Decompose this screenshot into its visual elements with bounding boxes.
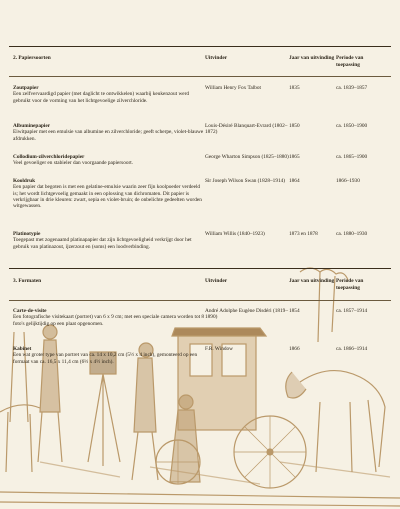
formaten-header — [13, 278, 386, 291]
entry-title: Collodium-zilverchloridepapier — [13, 154, 85, 160]
entry-inventor: André Adolphe Eugène Disdéri (1819–1890) — [205, 308, 288, 321]
header-rule — [9, 76, 391, 77]
entry-row — [13, 346, 386, 365]
entry-year: 1835 — [289, 85, 300, 91]
section-heading: 3. Formaten — [13, 278, 42, 284]
entry-description: Veel gevoeliger en stabieler dan voorgaande papiersoort. — [13, 160, 134, 167]
section-heading: 2. Papiersoorten — [13, 55, 51, 61]
entry-description: Een fotografische visitekaart (portret) van 6 x 9 cm; met een speciale camera worden tot 8 foto's gelijktijdig op een plaat opgenomen. — [13, 314, 205, 327]
col-period-header: Periode van toepassing — [336, 278, 364, 291]
entry-row — [13, 154, 386, 167]
entry-year: 1865 — [289, 154, 300, 160]
entry-inventor: George Wharton Simpson (1825–1880) — [205, 154, 289, 160]
entry-inventor: Louis-Désiré Blanquart-Evrard (1802–1872) — [205, 123, 288, 136]
entry-inventor: F.R. Window — [205, 346, 233, 352]
col-year-header: Jaar van uitvinding — [289, 278, 335, 284]
entry-description: Een zelfvervaardigd papier (met daglicht te ontwikkelen) waarbij keukenzout werd gebruikt voor de vorming van het lichtgevoelige zilverchloride. — [13, 91, 190, 104]
entry-title: Zoutpapier — [13, 85, 39, 91]
col-year-header: Jaar van uitvinding — [289, 55, 335, 61]
entry-period: ca. 1850–1900 — [336, 123, 368, 129]
entry-period: 1866–1930 — [336, 178, 360, 184]
entry-row — [13, 308, 386, 327]
entry-period: ca. 1839–1857 — [336, 85, 368, 91]
entry-year: 1873 en 1878 — [289, 231, 318, 237]
entry-inventor: William Henry Fox Talbot — [205, 85, 261, 91]
entry-title: Kabinet — [13, 346, 32, 352]
entry-inventor: Sir Joseph Wilson Swan (1828–1914) — [205, 178, 286, 184]
entry-year: 1864 — [289, 178, 300, 184]
entry-description: Een wat groter type van portret van ca. 14 x 10,2 cm (5½ x 4 inch), gemonteerd op een formaat van ca. 16,5 x 11,4 cm (6½ x 4½ inch). — [13, 352, 198, 365]
entry-title: Platinotypie — [13, 231, 41, 237]
entry-row — [13, 123, 386, 142]
papersoorten-header — [13, 55, 386, 68]
col-inventor-header: Uitvinder — [205, 278, 228, 284]
entry-description: Eiwitpapier met een emulsie van albumine en zilverchloride; geeft scherpe, violet-blauwe afdrukken. — [13, 129, 204, 142]
entry-row — [13, 85, 386, 104]
entry-period: ca. 1880–1930 — [336, 231, 368, 237]
entry-title: Carte-de-visite — [13, 308, 47, 314]
col-inventor-header: Uitvinder — [205, 55, 228, 61]
entry-inventor: William Willis (1840–1923) — [205, 231, 265, 237]
section-rule — [9, 268, 391, 269]
entry-year: 1866 — [289, 346, 300, 352]
entry-year: 1850 — [289, 123, 300, 129]
entry-title: Albuminepapier — [13, 123, 51, 129]
col-period-header: Periode van toepassing — [336, 55, 364, 68]
entry-title: Kooldruk — [13, 178, 36, 184]
entry-description: Toegepast met zogenaamd platinapapier dat zijn lichtgevoeligheid verkrijgt door het gebruik van platinazout, ijzerzout en (soms) een loodverbinding. — [13, 237, 192, 250]
entry-row — [13, 178, 386, 209]
section-top-rule — [9, 46, 391, 47]
header-rule — [9, 300, 391, 301]
entry-period: ca. 1857–1914 — [336, 308, 368, 314]
entry-period: ca. 1865–1900 — [336, 154, 368, 160]
entry-description: Een papier dat begoten is met een gelatine-emulsie waarin zeer fijn koolpoeder verdeeld is; het wordt lichtgevoelig gemaakt in een oplossing van dichromaten. Dit papier is verkrijgbaar in drie kleuren: zwart, sepia en violet-bruin; de onbelichte gedeelten worden witgewassen. — [13, 184, 202, 210]
entry-row — [13, 231, 386, 250]
entry-year: 1854 — [289, 308, 300, 314]
entry-period: ca. 1866–1914 — [336, 346, 368, 352]
